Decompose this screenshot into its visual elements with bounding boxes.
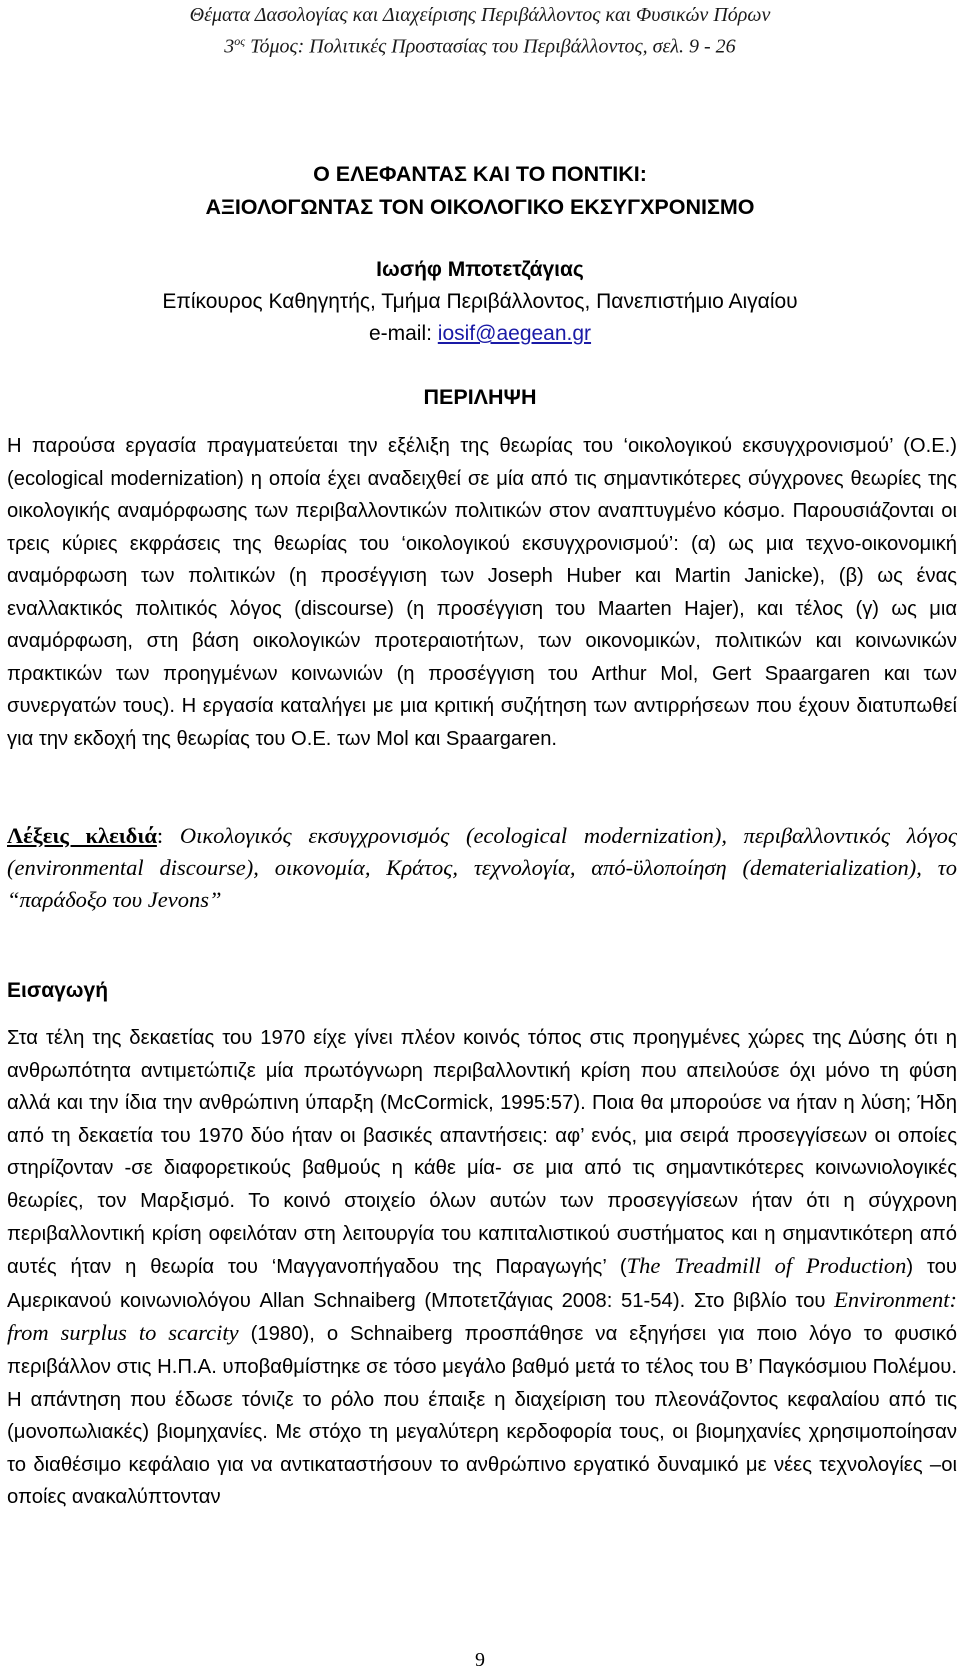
keywords-separator: : — [156, 823, 180, 848]
intro-text-1: Στα τέλη της δεκαετίας του 1970 είχε γίνει πλέον κοινός τόπος στις προηγμένες χώρες της Δύσης ότι η ανθρωπότητα αντιμετώπιζε μία πρωτόγνωρη περιβαλλοντική κρίση που απειλούσε όχι μόνο τη φύση αλλά και την ίδια την ανθρώπινη ύπαρξη (McCormick, 1995:57). Ποια θα μπορούσε να ήταν η λύση; Ήδη από τη δεκαετία του 1970 δύο ήταν οι βασικές απαντήσεις: αφ’ ενός, μια σειρά προσεγγίσεων οι οποίες στηρίζονταν -σε διαφορετικούς βαθμούς η κάθε μία- σε μια από τις σημαντικότερες κοινωνιολογικές θεωρίες, τον Μαρξισμό. Το κοινό στοιχείο όλων αυτών των προσεγγίσεων ήταν ότι η σύγχρονη περιβαλλοντική κρίση οφειλόταν στη λειτουργία του καπιταλιστικού συστήματος και η σημαντικότερη από αυτές ήταν η θεωρία του ‘Μαγγανοπήγαδου της Παραγωγής’ ( — [7, 1027, 957, 1279]
title-line-2: ΑΞΙΟΛΟΓΩΝΤΑΣ ΤΟΝ ΟΙΚΟΛΟΓΙΚΟ ΕΚΣΥΓΧΡΟΝΙΣΜΟ — [205, 195, 755, 219]
author-affiliation: Επίκουρος Καθηγητής, Τμήμα Περιβάλλοντος, Πανεπιστήμιο Αιγαίου — [162, 290, 798, 313]
email-link[interactable]: iosif@aegean.gr — [437, 322, 592, 345]
author-name: Ιωσήφ Μποτετζάγιας — [376, 258, 584, 281]
volume-number: 3 — [224, 35, 235, 58]
email-label: e-mail: — [368, 322, 438, 345]
volume-rest: Τόμος: Πολιτικές Προστασίας του Περιβάλλοντος, σελ. 9 - 26 — [245, 35, 736, 58]
running-head — [0, 2, 960, 60]
abstract-heading: ΠΕΡΙΛΗΨΗ — [423, 385, 537, 409]
keywords-label: Λέξεις κλειδιά — [7, 823, 157, 848]
introduction-paragraph — [7, 1022, 957, 1514]
volume-info — [0, 28, 960, 60]
intro-book-title: Environment: from surplus to scarcity — [7, 1286, 957, 1346]
keywords — [7, 820, 957, 916]
section-heading-introduction: Εισαγωγή — [7, 979, 109, 1002]
keywords-text: Οικολογικός εκσυγχρονισμός (ecological modernization), περιβαλλοντικός λόγος (environmental discourse), οικονομία, Κράτος, τεχνολογία, από-ϋλοποίηση (dematerialization), το “παράδοξο του Jevons” — [7, 823, 957, 912]
intro-text-2: ) του Αμερικανού κοινωνιολόγου Allan Schnaiberg (Μποτετζάγιας 2008: 51-54). Στο βιβλίο του — [7, 1256, 958, 1312]
abstract-text: Η παρούσα εργασία πραγματεύεται την εξέλιξη της θεωρίας του ‘οικολογικού εκσυγχρονισμού’ (Ο.Ε.) (ecological modernization) η οποία έχει αναδειχθεί σε μία από τις σημαντικότερες σύγχρονες θεωρίες της οικολογικής αναμόρφωσης των περιβαλλοντικών πολιτικών στον αναπτυγμένο κόσμο. Παρουσιάζονται οι τρεις κύριες εκφράσεις της θεωρίας του ‘οικολογικού εκσυγχρονισμού’: (α) ως μια τεχνο-οικονομική αναμόρφωση των πολιτικών (η προσέγγιση των Joseph Huber και Martin Janicke), (β) ως ένας εναλλακτικός πολιτικός λόγος (discourse) (η προσέγγιση του Maarten Hajer), και τέλος (γ) ως μια αναμόρφωση, στη βάση οικολογικών προτεραιοτήτων, των οικονομικών, πολιτικών και κοινωνικών πρακτικών των προηγμένων κοινωνιών (η προσέγγιση του Arthur Mol, Gert Spaargaren και των συνεργατών τους). Η εργασία καταλήγει με μια κριτική συζήτηση των αντιρρήσεων που έχουν διατυπωθεί για την εκδοχή της θεωρίας του Ο.Ε. των Mol και Spaargaren. — [7, 435, 957, 750]
paper-title — [0, 158, 960, 224]
page-number: 9 — [475, 1649, 485, 1671]
volume-ordinal: ος — [234, 34, 246, 48]
title-line-1: Ο ΕΛΕΦΑΝΤΑΣ ΚΑΙ ΤΟ ΠΟΝΤΙΚΙ: — [313, 162, 647, 186]
author-email-line — [0, 318, 960, 350]
author-block — [0, 254, 960, 350]
intro-text-3: (1980), ο Schnaiberg προσπάθησε να εξηγήσει για ποιο λόγο το φυσικό περιβάλλον στις Η.Π.Α. υποβαθμίστηκε σε τόσο μεγάλο βαθμό μετά το τέλος του Β’ Παγκόσμιου Πολέμου. Η απάντηση που έδωσε τόνιζε το ρόλο που έπαιξε η διαχείριση του πλεονάζοντος κεφαλαίου από τις (μονοπωλιακές) βιομηχανίες. Με στόχο τη μεγαλύτερη κερδοφορία τους, οι βιομηχανίες χρησιμοποίησαν το διαθέσιμο κεφάλαιο για να αντικαταστήσουν το ανθρώπινο εργατικό δυναμικό με νέες τεχνολογίες –οι οποίες ανακαλύπτονταν — [7, 1323, 957, 1509]
intro-treadmill-title: The Treadmill of Production — [626, 1253, 907, 1279]
journal-title: Θέματα Δασολογίας και Διαχείρισης Περιβάλλοντος και Φυσικών Πόρων — [189, 4, 771, 26]
